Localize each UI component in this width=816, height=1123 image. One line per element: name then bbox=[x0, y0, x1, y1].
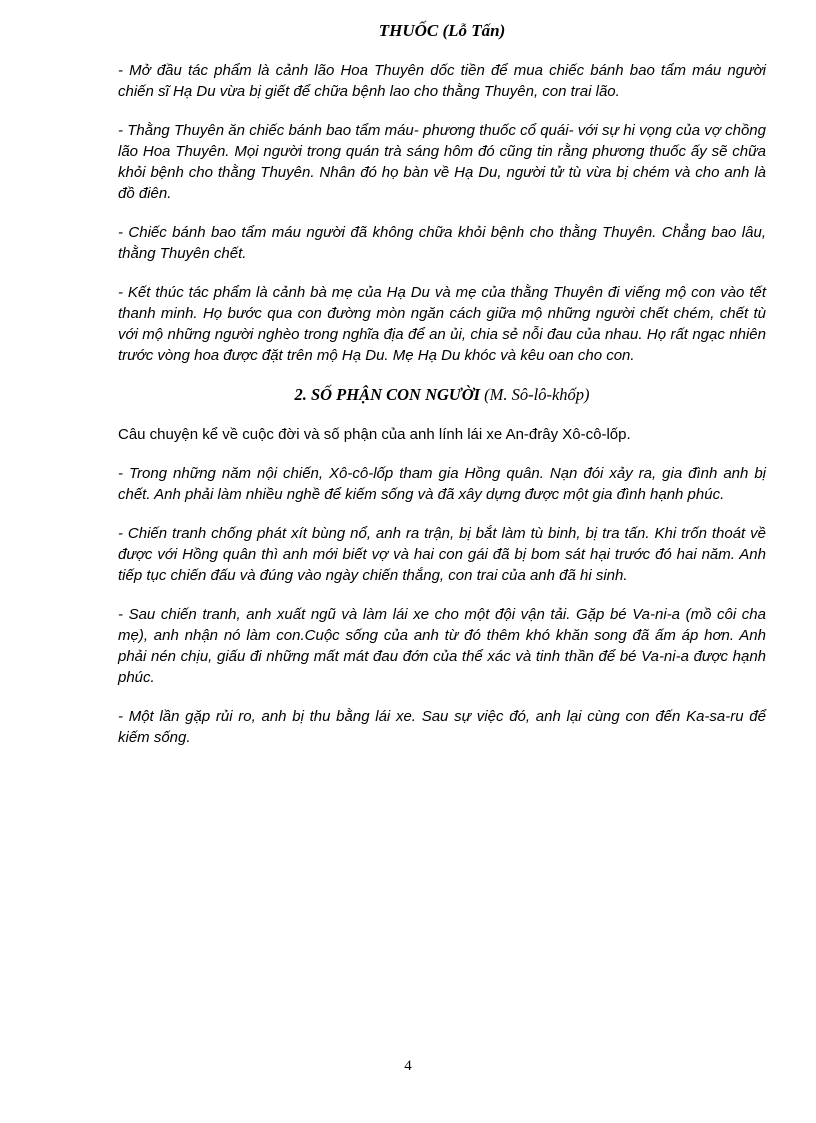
section-2-paragraph-4: - Một lần gặp rủi ro, anh bị thu bằng lái xe. Sau sự việc đó, anh lại cùng con đến Ka-sa-ru để kiếm sống. bbox=[118, 708, 766, 746]
section-1-title bbox=[118, 20, 766, 42]
document-page bbox=[118, 20, 766, 766]
section-2-paragraph-3: - Sau chiến tranh, anh xuất ngũ và làm lái xe cho một đội vận tải. Gặp bé Va-ni-a (mồ côi cha mẹ), anh nhận nó làm con.Cuộc sống của anh từ đó thêm khó khăn song đã ấm áp hơn. Anh phải nén chịu, giấu đi những mất mát đau đớn của thể xác và tinh thần để bé Va-ni-a được hạnh phúc. bbox=[118, 606, 766, 686]
section-1-author: (Lỗ Tấn) bbox=[442, 21, 506, 40]
section-2-heading: 2. SỐ PHẬN CON NGƯỜI bbox=[294, 385, 481, 404]
section-1-paragraph-4: - Kết thúc tác phẩm là cảnh bà mẹ của Hạ Du và mẹ của thằng Thuyên đi viếng mộ con vào tết thanh minh. Họ bước qua con đường mòn ngăn cách giữa mộ những người chết chém, chết tù với mộ những người nghèo trong nghĩa địa để an ủi, chia sẻ nỗi đau của nhau. Họ rất ngạc nhiên trước vòng hoa được đặt trên mộ Hạ Du. Mẹ Hạ Du khóc và kêu oan cho con. bbox=[118, 284, 766, 364]
section-2-paragraph-2: - Chiến tranh chống phát xít bùng nổ, anh ra trận, bị bắt làm tù binh, bị tra tấn. Khi trốn thoát về được với Hồng quân thì anh mới biết vợ và hai con gái đã bị bom sát hại trước đó hai năm. Anh tiếp tục chiến đấu và đúng vào ngày chiến thắng, con trai của anh đã hi sinh. bbox=[118, 525, 766, 584]
section-1-paragraph-2: - Thằng Thuyên ăn chiếc bánh bao tẩm máu- phương thuốc cổ quái- với sự hi vọng của vợ chồng lão Hoa Thuyên. Mọi người trong quán trà sáng hôm đó cũng tin rằng phương thuốc ấy sẽ chữa khỏi bệnh cho thằng Thuyên. Nhân đó họ bàn về Hạ Du, người tử tù vừa bị chém và cho anh là đồ điên. bbox=[118, 122, 766, 202]
section-1-paragraph-1: - Mở đầu tác phẩm là cảnh lão Hoa Thuyên dốc tiền để mua chiếc bánh bao tẩm máu người chiến sĩ Hạ Du vừa bị giết để chữa bệnh lao cho thằng Thuyên, con trai lão. bbox=[118, 62, 766, 100]
section-2-paragraph-1: - Trong những năm nội chiến, Xô-cô-lốp tham gia Hồng quân. Nạn đói xảy ra, gia đình anh bị chết. Anh phải làm nhiều nghề để kiếm sống và đã xây dựng được một gia đình hạnh phúc. bbox=[118, 465, 766, 503]
section-2-intro: Câu chuyện kể về cuộc đời và số phận của anh lính lái xe An-đrây Xô-cô-lốp. bbox=[118, 426, 631, 443]
section-2-title bbox=[118, 384, 766, 406]
section-1-heading: THUỐC bbox=[378, 21, 439, 40]
page-number: 4 bbox=[404, 1058, 412, 1074]
section-2-author: (M. Sô-lô-khốp) bbox=[484, 385, 590, 404]
section-1-paragraph-3: - Chiếc bánh bao tẩm máu người đã không chữa khỏi bệnh cho thằng Thuyên. Chẳng bao lâu, thằng Thuyên chết. bbox=[118, 224, 766, 262]
